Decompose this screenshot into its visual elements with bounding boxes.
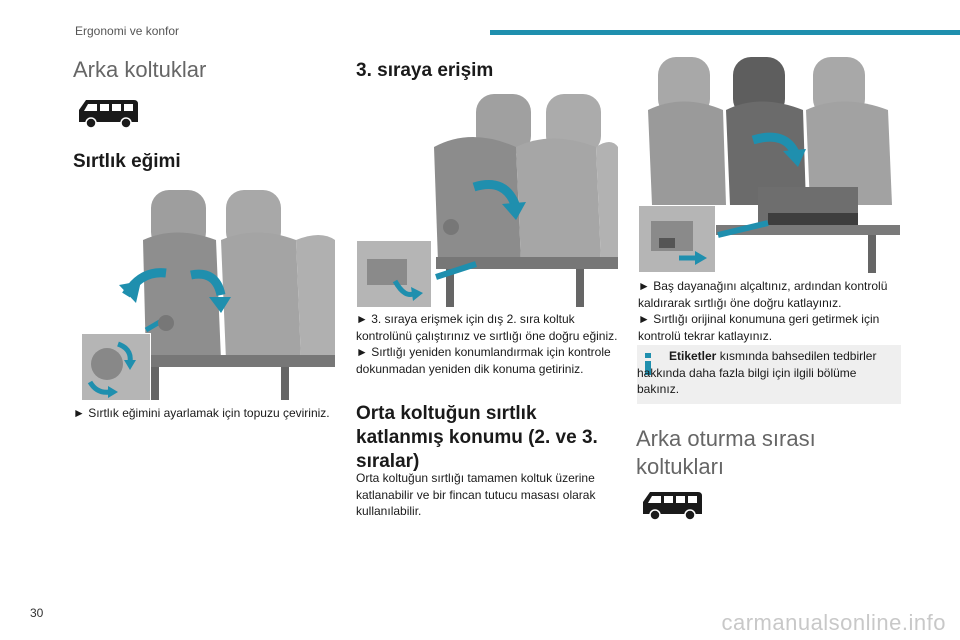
note-text [637, 348, 895, 398]
section-title: Arka koltuklar [73, 57, 207, 82]
instruction-block [638, 278, 900, 344]
section-title-text: Arka oturma sırası koltukları [636, 426, 816, 479]
instruction-text: ► 3. sıraya erişmek için dış 2. sıra koltuk kontrolünü çalıştırınız ve sırtlığı öne doğru eğiniz. [356, 312, 618, 343]
figure-third-row-access [356, 92, 618, 307]
figure-inset-lever [356, 240, 432, 307]
instruction-block [356, 311, 618, 377]
section-body: Orta koltuğun sırtlığı tamamen koltuk üzerine katlanabilir ve bir fincan tutucu masası olarak kullanılabilir. [356, 471, 596, 518]
instruction-text: ► Sırtlığı yeniden konumlandırmak için kontrole dokunmadan yeniden dik konuma getiriniz. [356, 345, 611, 376]
note-bold: Etiketler [669, 349, 717, 363]
page-number: 30 [30, 606, 44, 620]
instruction-text: ► Sırtlık eğimini ayarlamak için topuzu çeviriniz. [73, 406, 330, 420]
figure-inset-control [638, 205, 716, 273]
instruction-text: ► Baş dayanağını alçaltınız, ardından kontrolü kaldırarak sırtlığı öne doğru katlayınız. [638, 279, 888, 310]
van-icon [640, 488, 704, 522]
section-title [636, 425, 876, 481]
watermark: carmanualsonline.info [721, 610, 946, 635]
note-body: kısmında bahsedilen tedbirler hakkında daha fazla bilgi için ilgili bölüme bakınız. [637, 349, 877, 396]
figure-seat-recline [81, 185, 335, 400]
figure-center-backrest-folded [638, 55, 900, 273]
running-header: Ergonomi ve konfor [75, 24, 180, 38]
section-title: Orta koltuğun sırtlık katlanmış konumu (2. ve 3. sıralar) [356, 403, 598, 472]
section-title: 3. sıraya erişim [356, 60, 494, 81]
figure-inset-knob [81, 333, 151, 400]
header-accent-bar [490, 30, 960, 35]
subsection-title: Sırtlık eğimi [73, 151, 181, 172]
instruction-text: ► Sırtlığı orijinal konumuna geri getirmek için kontrolü tekrar katlayınız. [638, 312, 880, 343]
van-icon [76, 96, 140, 130]
